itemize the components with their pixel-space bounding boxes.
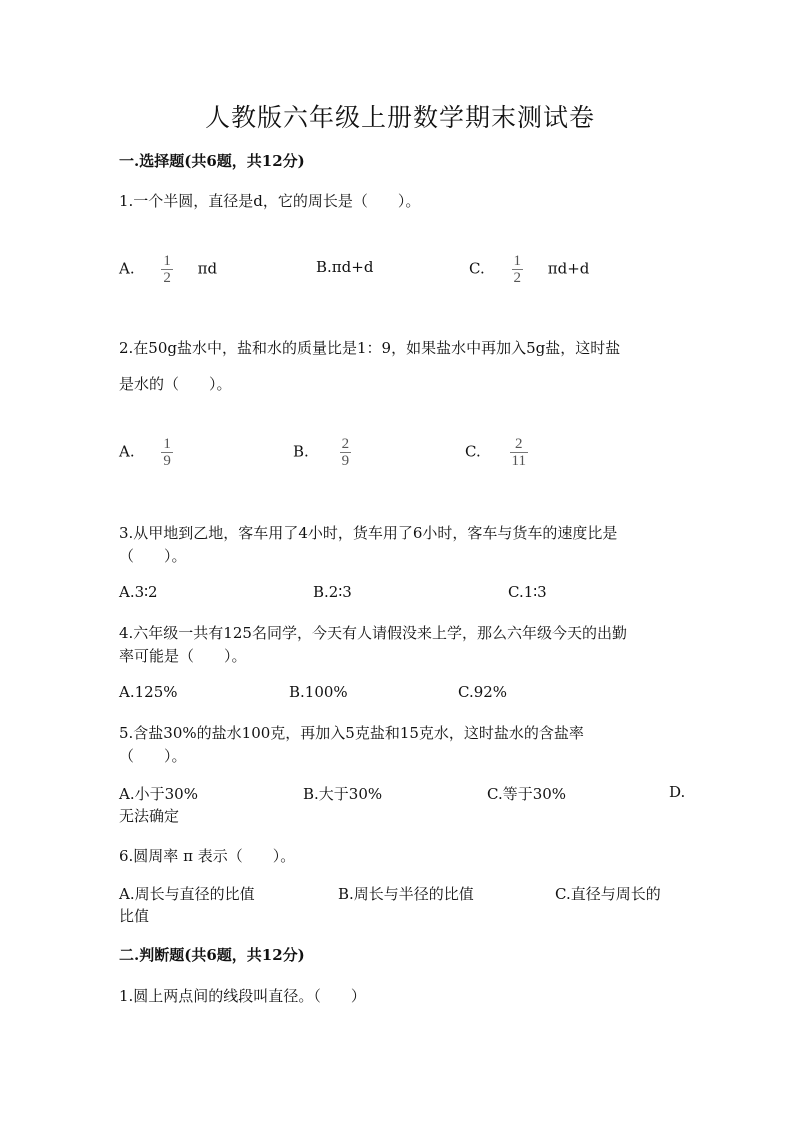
section-heading-choice: 一.选择题(共6题，共12分) — [119, 152, 305, 170]
question-4-option-c: C.92% — [458, 683, 508, 701]
fraction: $\frac{2}{11}$ — [511, 436, 526, 469]
question-4-line1: 4.六年级一共有125名同学，今天有人请假没来上学，那么六年级今天的出勤 — [119, 624, 627, 642]
option-label: A. — [119, 442, 135, 461]
option-text: πd+d — [547, 259, 590, 278]
question-4-option-b: B.100% — [289, 683, 348, 701]
question-3-option-b: B.2∶3 — [313, 583, 352, 601]
question-5-option-a: A.小于30% — [119, 785, 198, 803]
question-6-option-b: B.周长与半径的比值 — [338, 885, 474, 903]
question-3-line2: （ ）。 — [119, 547, 187, 565]
question-6-option-c: C.直径与周长的 — [555, 885, 661, 903]
question-6-option-a: A.周长与直径的比值 — [119, 885, 255, 903]
question-5-line1: 5.含盐30%的盐水100克，再加入5克盐和15克水，这时盐水的含盐率 — [119, 724, 584, 742]
question-2-option-b — [293, 436, 351, 469]
question-2-line2: 是水的（ ）。 — [119, 375, 232, 393]
judgement-1-text: 1.圆上两点间的线段叫直径。（ ） — [119, 987, 366, 1005]
question-5-option-d-text: 无法确定 — [119, 807, 180, 825]
question-2-option-c — [465, 436, 528, 469]
fraction: $\frac{1}{2}$ — [163, 253, 171, 286]
fraction: $\frac{1}{9}$ — [163, 436, 171, 469]
question-3-line1: 3.从甲地到乙地，客车用了4小时，货车用了6小时，客车与货车的速度比是 — [119, 524, 618, 542]
fraction: $\frac{2}{9}$ — [341, 436, 350, 469]
option-label: A. — [119, 259, 135, 278]
section-heading-judgement: 二.判断题(共6题，共12分) — [119, 946, 305, 964]
question-4-line2: 率可能是（ ）。 — [119, 647, 247, 665]
question-1-option-a — [119, 253, 217, 286]
question-5-option-c: C.等于30% — [487, 785, 567, 803]
question-1-option-b: B.πd+d — [316, 258, 374, 276]
option-label: C. — [465, 442, 481, 461]
option-label: C. — [469, 259, 485, 278]
question-1-option-c — [469, 253, 589, 286]
question-3-option-a: A.3∶2 — [119, 583, 158, 601]
question-1-text: 1.一个半圆，直径是d，它的周长是（ ）。 — [119, 192, 421, 210]
question-5-option-d: D. — [669, 783, 686, 801]
question-5-line2: （ ）。 — [119, 747, 187, 765]
question-6-option-c-text: 比值 — [119, 907, 150, 925]
question-5-option-b: B.大于30% — [303, 785, 383, 803]
option-text: πd — [197, 259, 218, 278]
question-4-option-a: A.125% — [119, 683, 178, 701]
question-3-option-c: C.1∶3 — [508, 583, 547, 601]
question-6-text: 6.圆周率 π 表示（ ）。 — [119, 847, 296, 865]
page-title: 人教版六年级上册数学期末测试卷 — [204, 103, 595, 132]
question-2-line1: 2.在50g盐水中，盐和水的质量比是1：9，如果盐水中再加入5g盐，这时盐 — [119, 339, 621, 357]
fraction: $\frac{1}{2}$ — [513, 253, 521, 286]
question-2-option-a — [119, 436, 173, 469]
option-label: B. — [293, 442, 309, 461]
